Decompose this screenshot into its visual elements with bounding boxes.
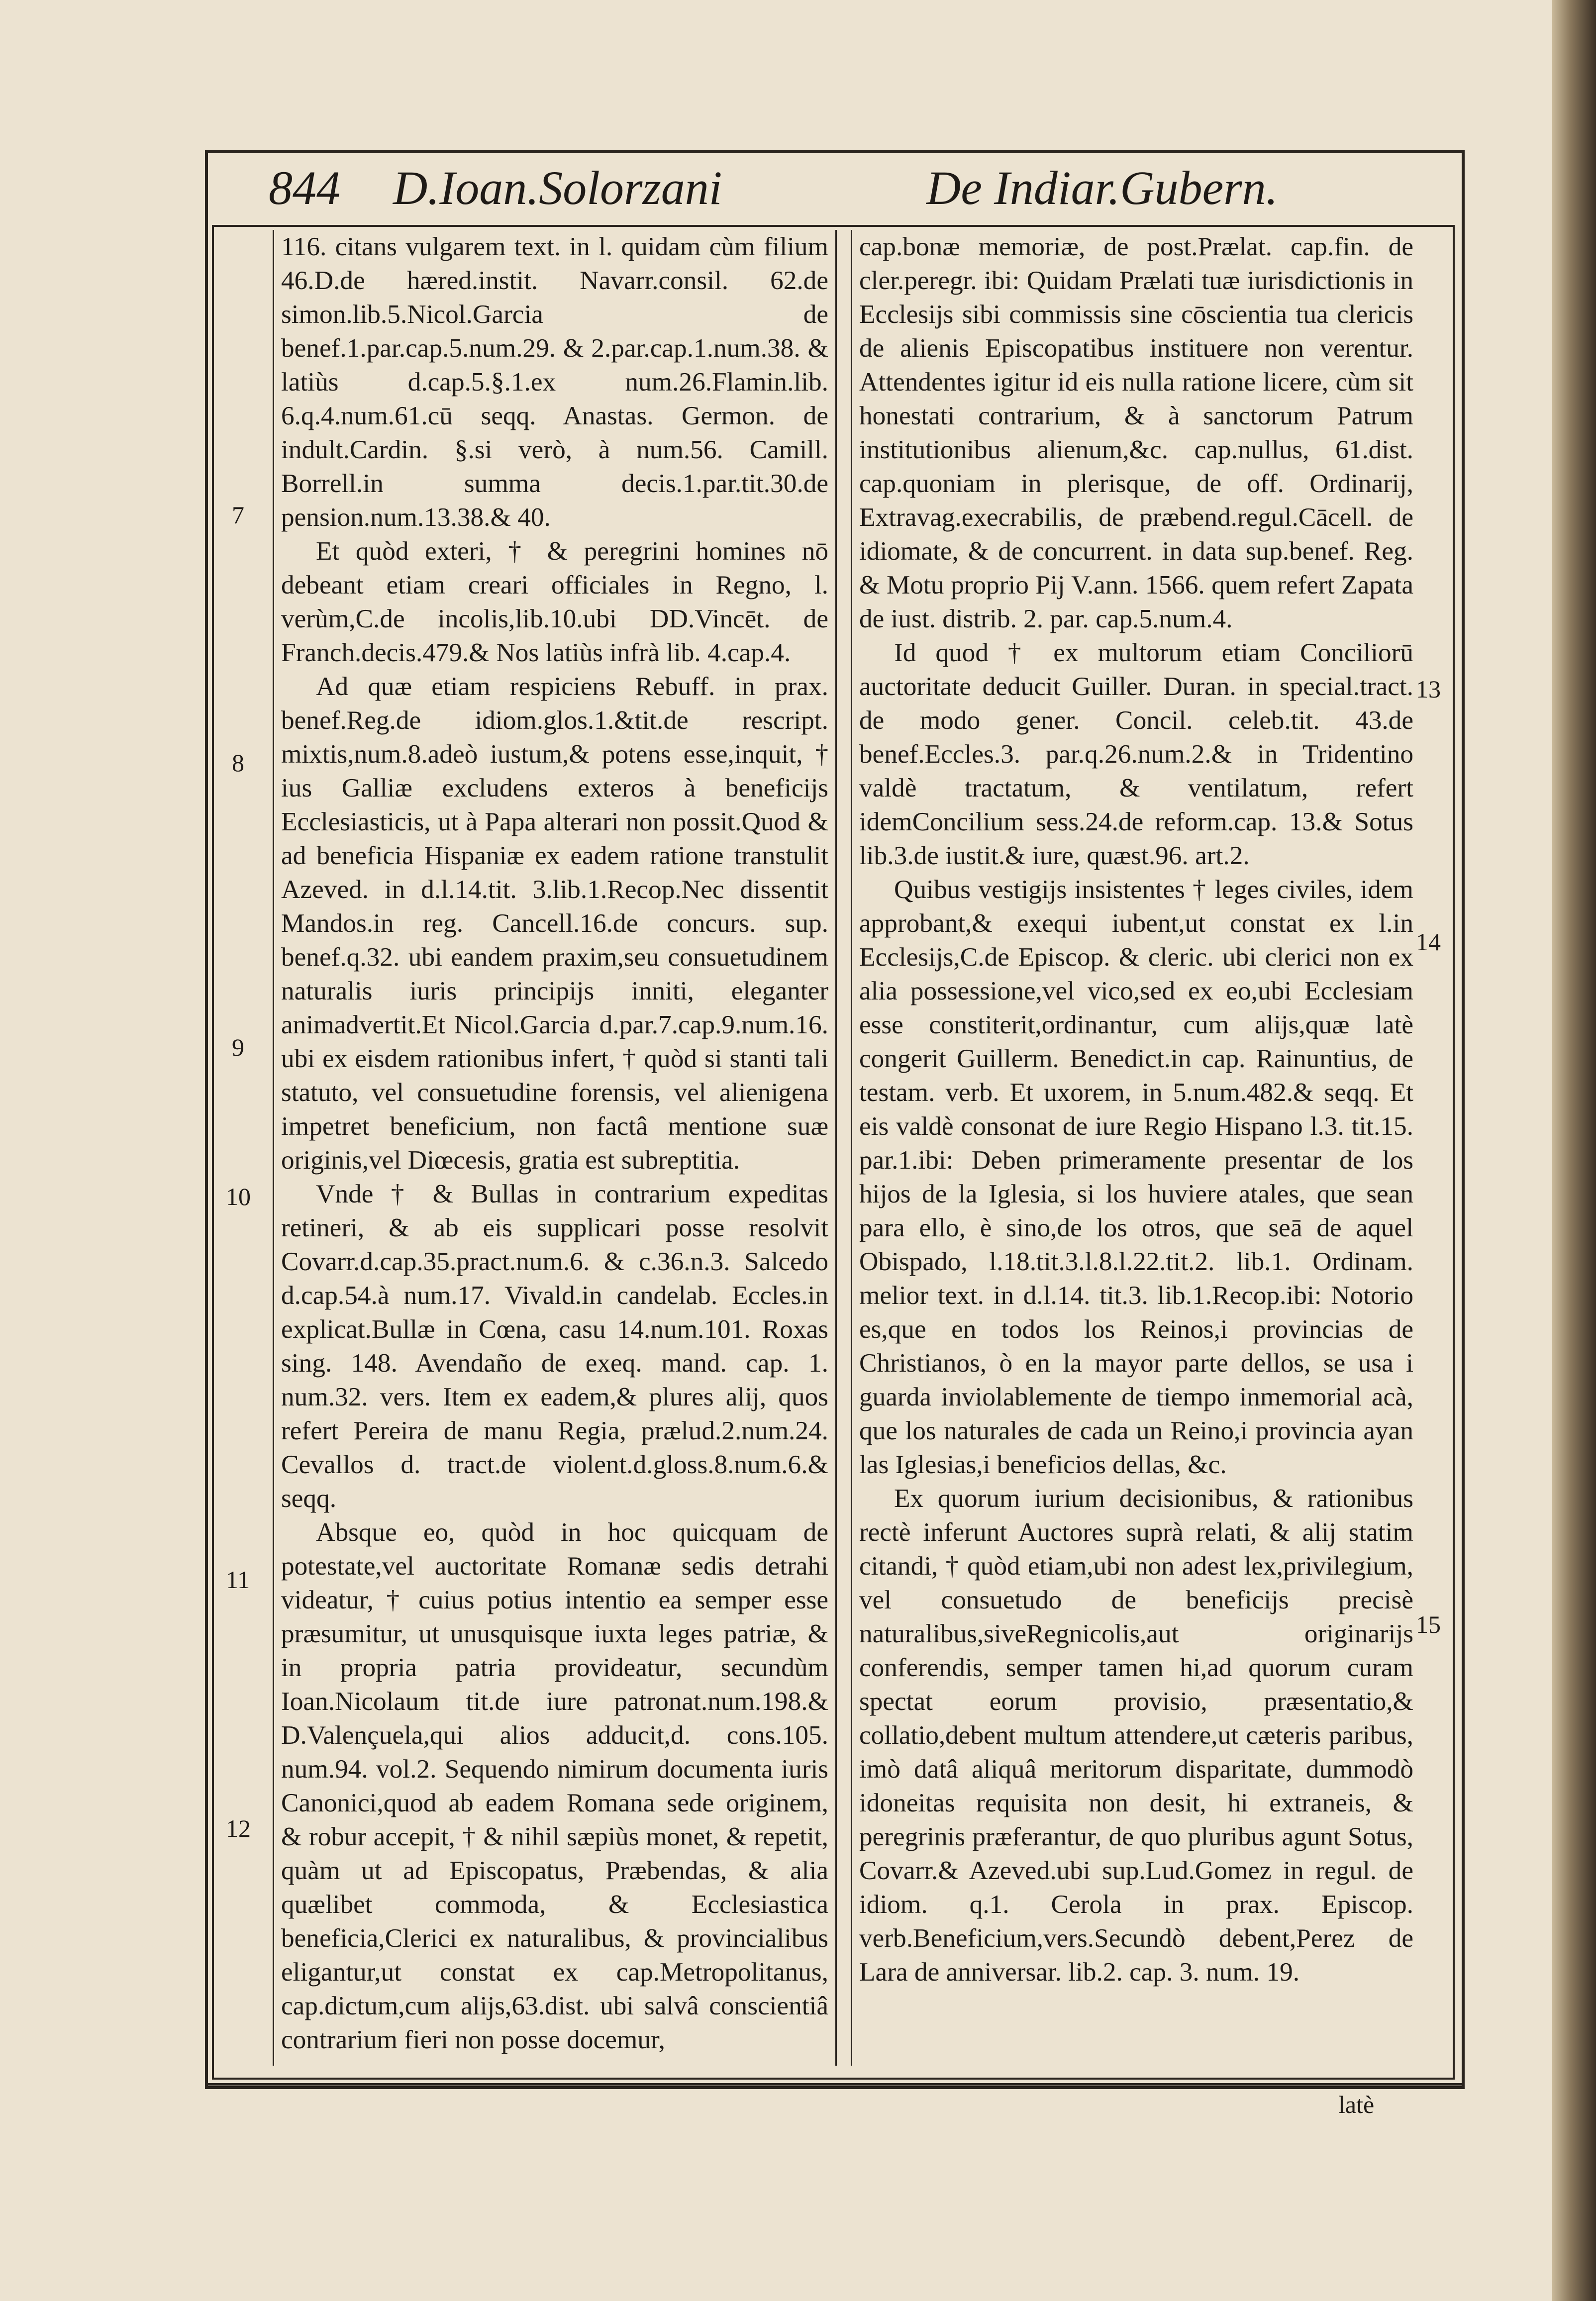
margin-number: 10 xyxy=(226,1183,251,1210)
running-head-author: D.Ioan.Solorzani xyxy=(393,161,722,214)
margin-number: 14 xyxy=(1416,928,1441,956)
margin-number: 8 xyxy=(232,749,244,777)
paragraph: Id quod † ex multorum etiam Conciliorū auctoritate deducit Guiller. Duran. in special.tract. de modo gener. Concil. celeb.tit. 43.de benef.Eccles.3. par.q.26.num.2.& in Tridentino valdè tractatum, & ventilatum, refert idemConcilium sess.24.de reform.cap. 13.& Sotus lib.3.de iustit.& iure, quæst.96. art.2. xyxy=(859,638,1413,870)
paragraph: Absque eo, quòd in hoc quicquam de potestate,vel auctoritate Romanæ sedis detrahi videatur, † cuius potius intentio ea semper esse præsumitur, ut unusquisque iuxta leges patriæ, & in propria patria provideatur, secundùm Ioan.Nicolaum tit.de iure patronat.num.198.& D.Valençuela,qui alios adducit,d. cons.105. num.94. vol.2. Sequendo nimirum documenta iuris Canonici,quod ab eadem Romana sede originem, & robur accepit, † & nihil sæpiùs monet, & repetit, quàm ut ad Episcopatus, Præbendas, & alia quælibet commoda, & Ecclesiastica beneficia,Clerici ex naturalibus, & provincialibus eligantur,ut constat ex cap.Metropolitanus, cap.dictum,cum alijs,63.dist. ubi salvâ conscientiâ contrarium fieri non posse docemur, xyxy=(281,1517,828,2054)
margin-number: 12 xyxy=(226,1814,251,1842)
margin-number: 13 xyxy=(1416,675,1441,703)
paragraph: Ex quorum iurium decisionibus, & rationibus rectè inferunt Auctores suprà relati, & alij statim citandi, † quòd etiam,ubi non adest lex,privilegium, vel consuetudo de beneficijs precisè naturalibus,siveRegnicolis,aut originarijs conferendis, semper tamen hi,ad quorum curam spectat eorum provisio, præsentatio,& collatio,debent multum attendere,ut cæteris paribus, imò datâ aliquâ meritorum disparitate, dummodò idoneitas requisita non desit, hi extraneis, & peregrinis præferantur, de quo pluribus agunt Sotus, Covarr.& Azeved.ubi sup.Lud.Gomez in regul. de idiom. q.1. Cerola in prax. Episcop. verb.Beneficium,vers.Secundò debent,Perez de Lara de anniversar. lib.2. cap. 3. num. 19. xyxy=(859,1484,1413,1987)
bottom-rule xyxy=(205,2083,1465,2086)
paragraph: Vnde † & Bullas in contrarium expeditas retineri, & ab eis supplicari posse resolvit Covarr.d.cap.35.pract.num.6. & c.36.n.3. Salcedo d.cap.54.à num.17. Vivald.in candelab. Eccles.in explicat.Bullæ in Cœna, casu 14.num.101. Roxas sing. 148. Avendaño de exeq. mand. cap. 1. num.32. vers. Item ex eadem,& plures alij, quos refert Pereira de manu Regia, prælud.2.num.24. Cevallos d. tract.de violent.d.gloss.8.num.6.& seqq. xyxy=(281,1179,828,1513)
margin-number: 11 xyxy=(226,1566,250,1594)
left-text-column xyxy=(273,230,837,2066)
margin-number: 15 xyxy=(1416,1610,1441,1638)
right-text-column xyxy=(851,230,1420,2066)
binding-edge xyxy=(1552,0,1596,2301)
catchword: latè xyxy=(1338,2091,1375,2118)
margin-number: 9 xyxy=(232,1033,244,1061)
paragraph: Quibus vestigijs insistentes † leges civiles, idem approbant,& exequi iubent,ut constat ex l.in Ecclesijs,C.de Episcop. & cleric. ubi clerici non ex alia possessione,vel vico,sed ex eo,ubi Ecclesiam esse constiterit,ordinantur, cum alijs,quæ latè congerit Guillerm. Benedict.in cap. Rainuntius, de testam. verb. Et uxorem, in 5.num.482.& seqq. Et eis valdè consonat de iure Regio Hispano l.3. tit.15. par.1.ibi: Deben primeramente presentar de los hijos de la Iglesia, si los huviere atales, que sean para ello, è sino,de los otros, que seā de aquel Obispado, l.18.tit.3.l.8.l.22.tit.2. lib.1. Ordinam. melior text. in d.l.14. tit.3. lib.1.Recop.ibi: Notorio es,que en todos los Reinos,i provincias de Christianos, ò en la mayor parte dellos, se usa i guarda inviolablemente de tiempo inmemorial acà, que los naturales de cada un Reino,i provincia ayan las Iglesias,i beneficios dellas, &c. xyxy=(859,875,1413,1479)
paragraph: Ad quæ etiam respiciens Rebuff. in prax. benef.Reg.de idiom.glos.1.&tit.de rescript. mixtis,num.8.adeò iustum,& potens esse,inquit, † ius Galliæ excludens exteros à beneficijs Ecclesiasticis, ut à Papa alterari non possit.Quod & ad beneficia Hispaniæ ex eadem ratione transtulit Azeved. in d.l.14.tit. 3.lib.1.Recop.Nec dissentit Mandos.in reg. Cancell.16.de concurs. sup. benef.q.32. ubi eandem praxim,seu consuetudinem naturalis iuris principijs inniti, eleganter animadvertit.Et Nicol.Garcia d.par.7.cap.9.num.16. ubi ex eisdem rationibus infert, † quòd si stanti tali statuto, vel consuetudine forensis, vel alienigena impetret beneficium, non factâ mentione suæ originis,vel Diœcesis, gratia est subreptitia. xyxy=(281,672,828,1175)
paragraph: Et quòd exteri, † & peregrini homines nō debeant etiam creari officiales in Regno, l. verùm,C.de incolis,lib.10.ubi DD.Vincēt. de Franch.decis.479.& Nos latiùs infrà lib. 4.cap.4. xyxy=(281,536,828,667)
running-head-title: De Indiar.Gubern. xyxy=(926,161,1278,214)
paragraph: 116. citans vulgarem text. in l. quidam cùm filium 46.D.de hæred.instit. Navarr.consil. 62.de simon.lib.5.Nicol.Garcia de benef.1.par.cap.5.num.29. & 2.par.cap.1.num.38. & latiùs d.cap.5.§.1.ex num.26.Flamin.lib. 6.q.4.num.61.cū seqq. Anastas. Germon. de indult.Cardin. §.si verò, à num.56. Camill. Borrell.in summa decis.1.par.tit.30.de pension.num.13.38.& 40. xyxy=(281,232,828,532)
folio-number: 844 xyxy=(269,161,340,214)
paragraph: cap.bonæ memoriæ, de post.Prælat. cap.fin. de cler.peregr. ibi: Quidam Prælati tuæ iurisdictionis in Ecclesijs sibi commissis sine cōscientia tua clericis de alienis Episcopatibus instituere non verentur. Attendentes igitur id eis nulla ratione licere, cùm sit honestati contrarium, & à sanctorum Patrum institutionibus alienum,&c. cap.nullus, 61.dist. cap.quoniam in plerisque, de off. Ordinarij, Extravag.execrabilis, de præbend.regul.Cācell. de idiomate, & de concurrent. in data sup.benef. Reg. & Motu proprio Pij V.ann. 1566. quem refert Zapata de iust. distrib. 2. par. cap.5.num.4. xyxy=(859,232,1413,633)
margin-number: 7 xyxy=(232,501,244,529)
